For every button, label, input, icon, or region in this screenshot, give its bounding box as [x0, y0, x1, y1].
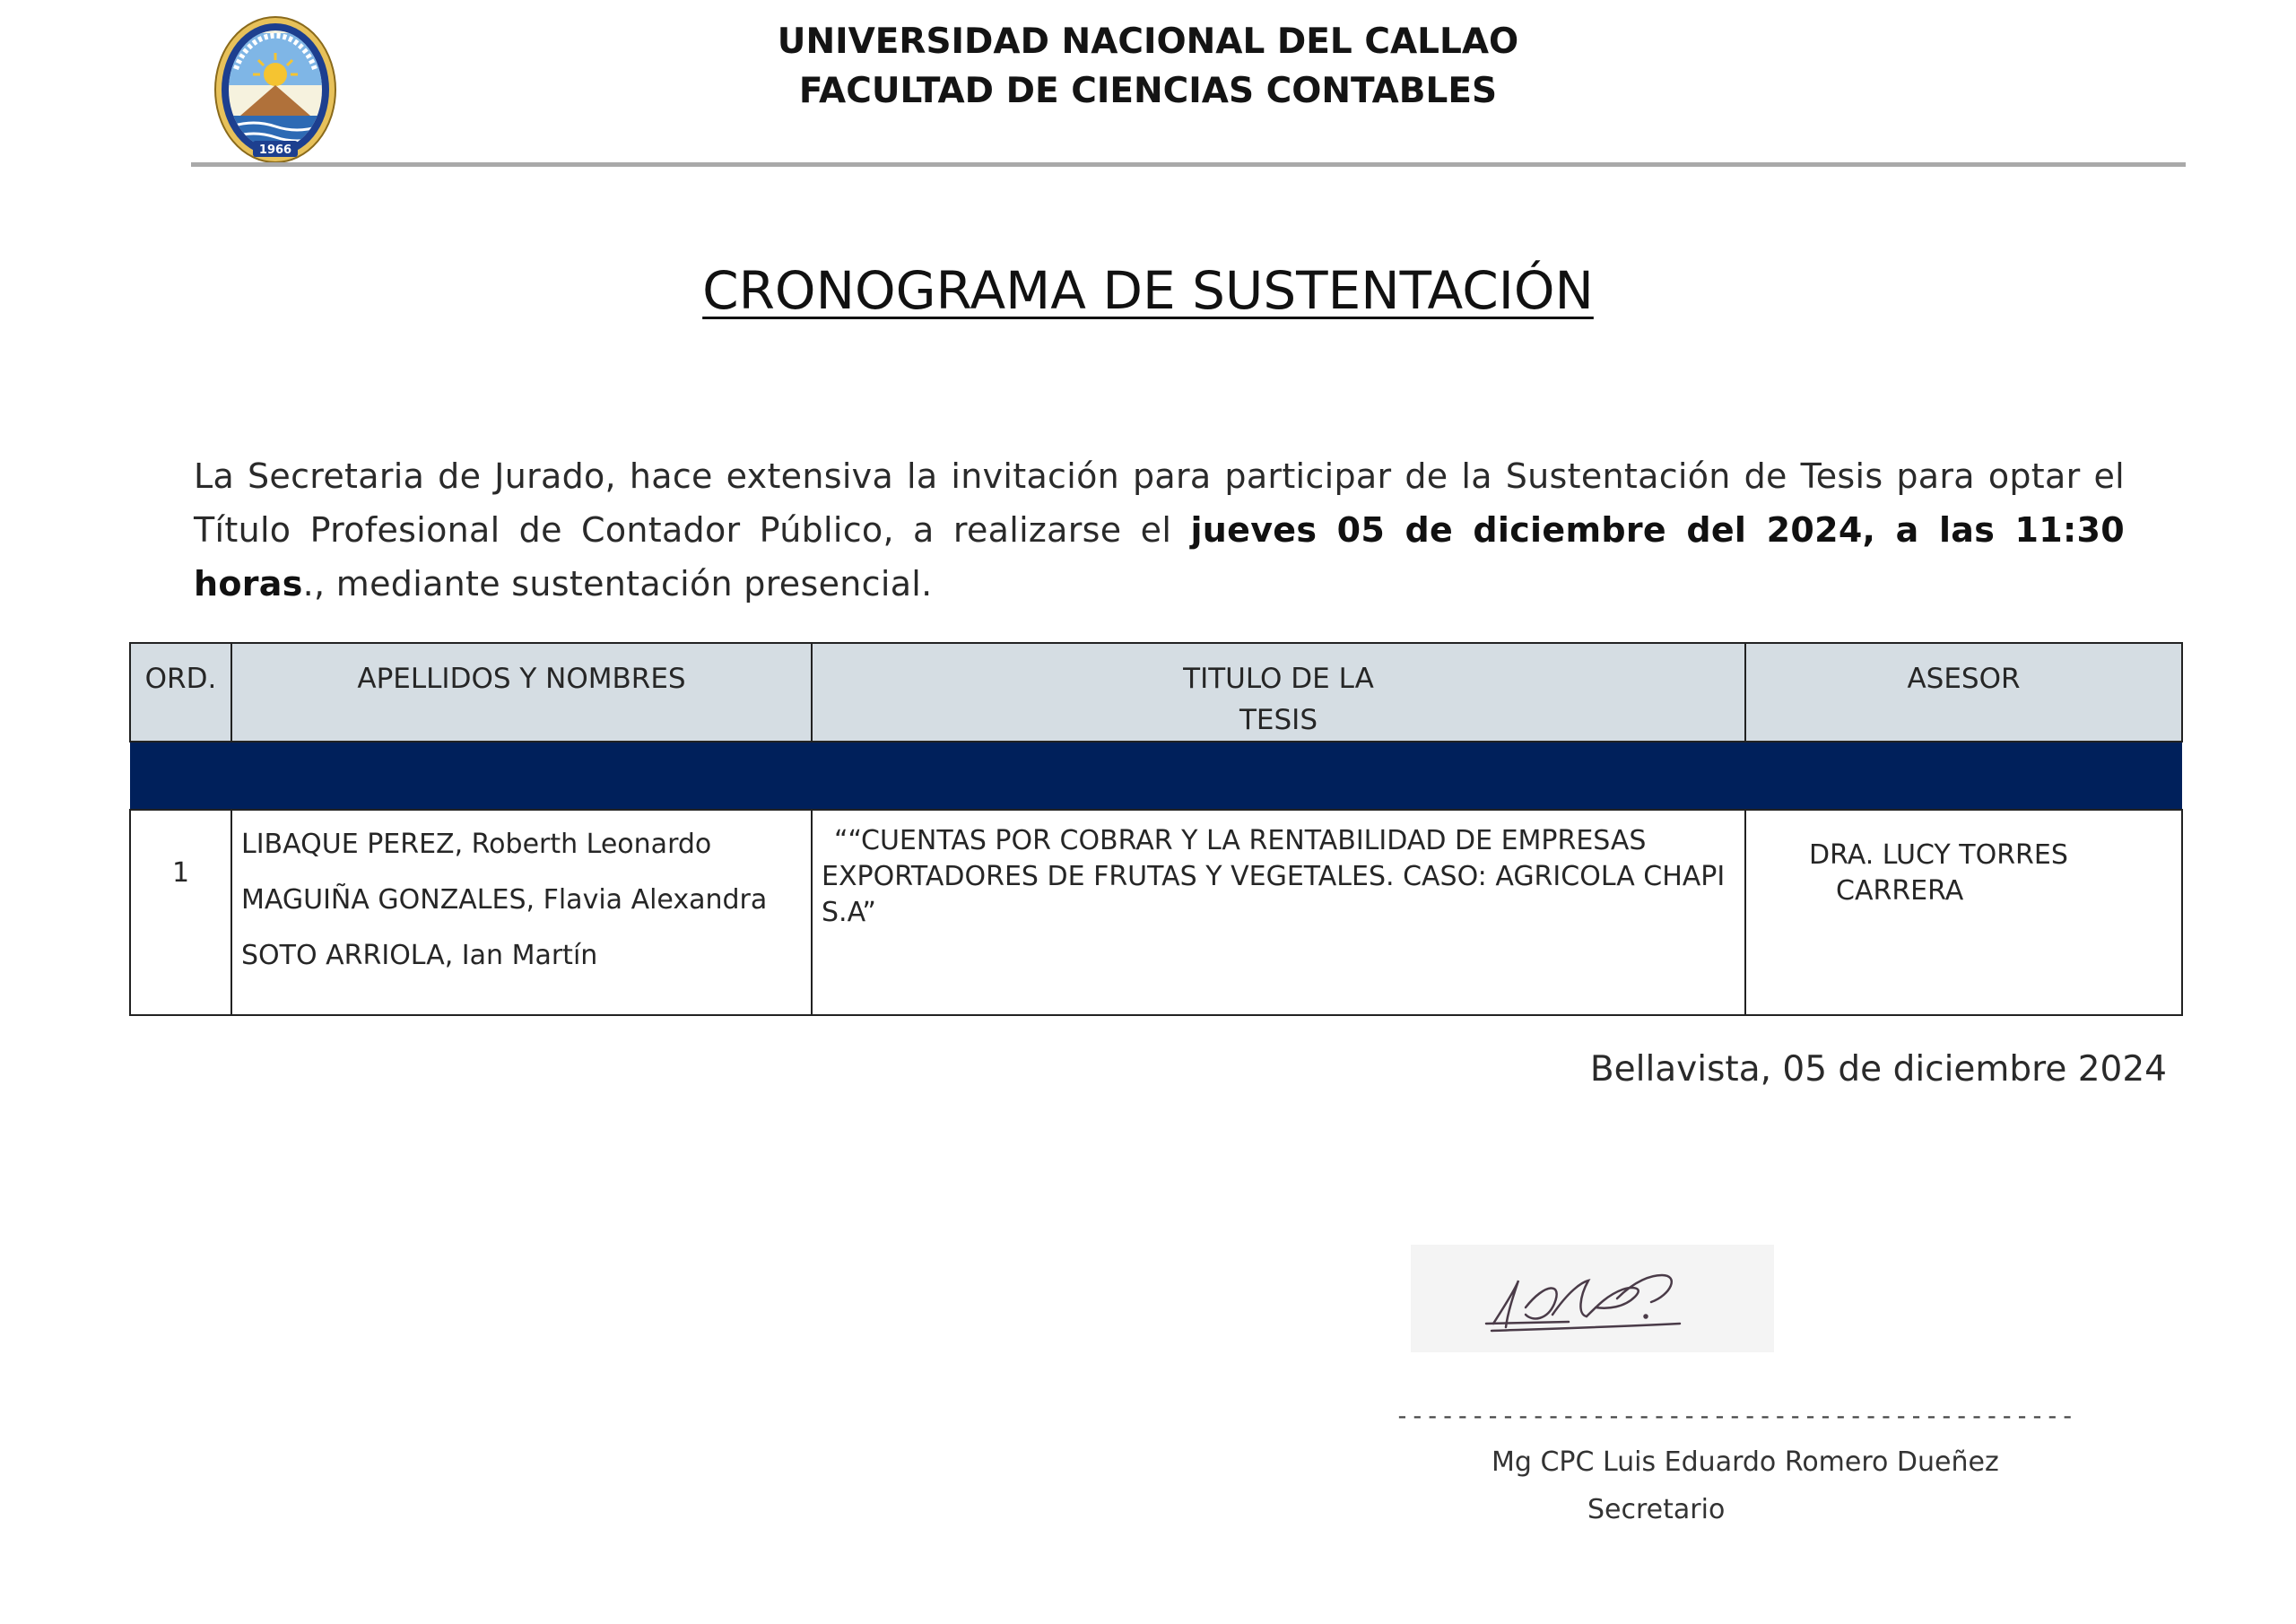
document-title: CRONOGRAMA DE SUSTENTACIÓN [702, 260, 1594, 321]
asesor-line1: DRA. LUCY TORRES [1809, 839, 2068, 871]
seal-year: 1966 [258, 143, 292, 157]
col-header-ord: ORD. [130, 643, 231, 742]
student-name: LIBAQUE PEREZ, Roberth Leonardo [241, 829, 712, 860]
table-row [130, 810, 2182, 1015]
intro-text-start: La Secretaria de Jurado, hace extensiva la invitación para participar de la Sustentación de Tesis para optar el Título Profesional de Contador Público, a realizarse el [194, 456, 2125, 550]
header-divider [191, 162, 2186, 167]
cell-asesor [1745, 810, 2182, 1015]
place-and-date: Bellavista, 05 de diciembre 2024 [1589, 1049, 2167, 1090]
faculty-name: FACULTAD DE CIENCIAS CONTABLES [798, 71, 1498, 111]
student-name: MAGUIÑA GONZALES, Flavia Alexandra [241, 884, 768, 916]
student-name: SOTO ARRIOLA, Ian Martín [241, 940, 598, 971]
col-header-asesor: ASESOR [1745, 643, 2182, 742]
thesis-title-line1: ““CUENTAS POR COBRAR Y LA RENTABILIDAD DE EMPRESAS [834, 825, 1647, 856]
col-header-thesis-line2: TESIS [1239, 704, 1318, 736]
cell-names [231, 810, 812, 1015]
signature-line: --------------------------------------------- [1395, 1401, 2075, 1430]
col-header-thesis [812, 643, 1745, 742]
signer-role: Secretario [1587, 1494, 1726, 1525]
table-header-row [130, 643, 2182, 742]
intro-text-end: ., mediante sustentación presencial. [302, 564, 933, 604]
university-name: UNIVERSIDAD NACIONAL DEL CALLAO [777, 22, 1519, 62]
table-band-row [130, 742, 2182, 810]
thesis-title-line2: EXPORTADORES DE FRUTAS Y VEGETALES. CASO: AGRICOLA CHAPI S.A” [822, 861, 1726, 928]
band-cell [130, 742, 2182, 810]
cell-thesis-title [812, 810, 1745, 1015]
signer-name: Mg CPC Luis Eduardo Romero Dueñez [1492, 1446, 1999, 1478]
asesor-line2: CARRERA [1836, 875, 1964, 907]
intro-date-time: jueves 05 de diciembre del 2024, a las 11:30 horas [194, 510, 2125, 604]
invitation-paragraph [194, 449, 2125, 611]
handwritten-signature [1411, 1245, 1774, 1352]
schedule-table [129, 642, 2183, 1016]
col-header-names: APELLIDOS Y NOMBRES [231, 643, 812, 742]
cell-ord: 1 [130, 810, 231, 1015]
col-header-thesis-line1: TITULO DE LA [1183, 663, 1374, 695]
